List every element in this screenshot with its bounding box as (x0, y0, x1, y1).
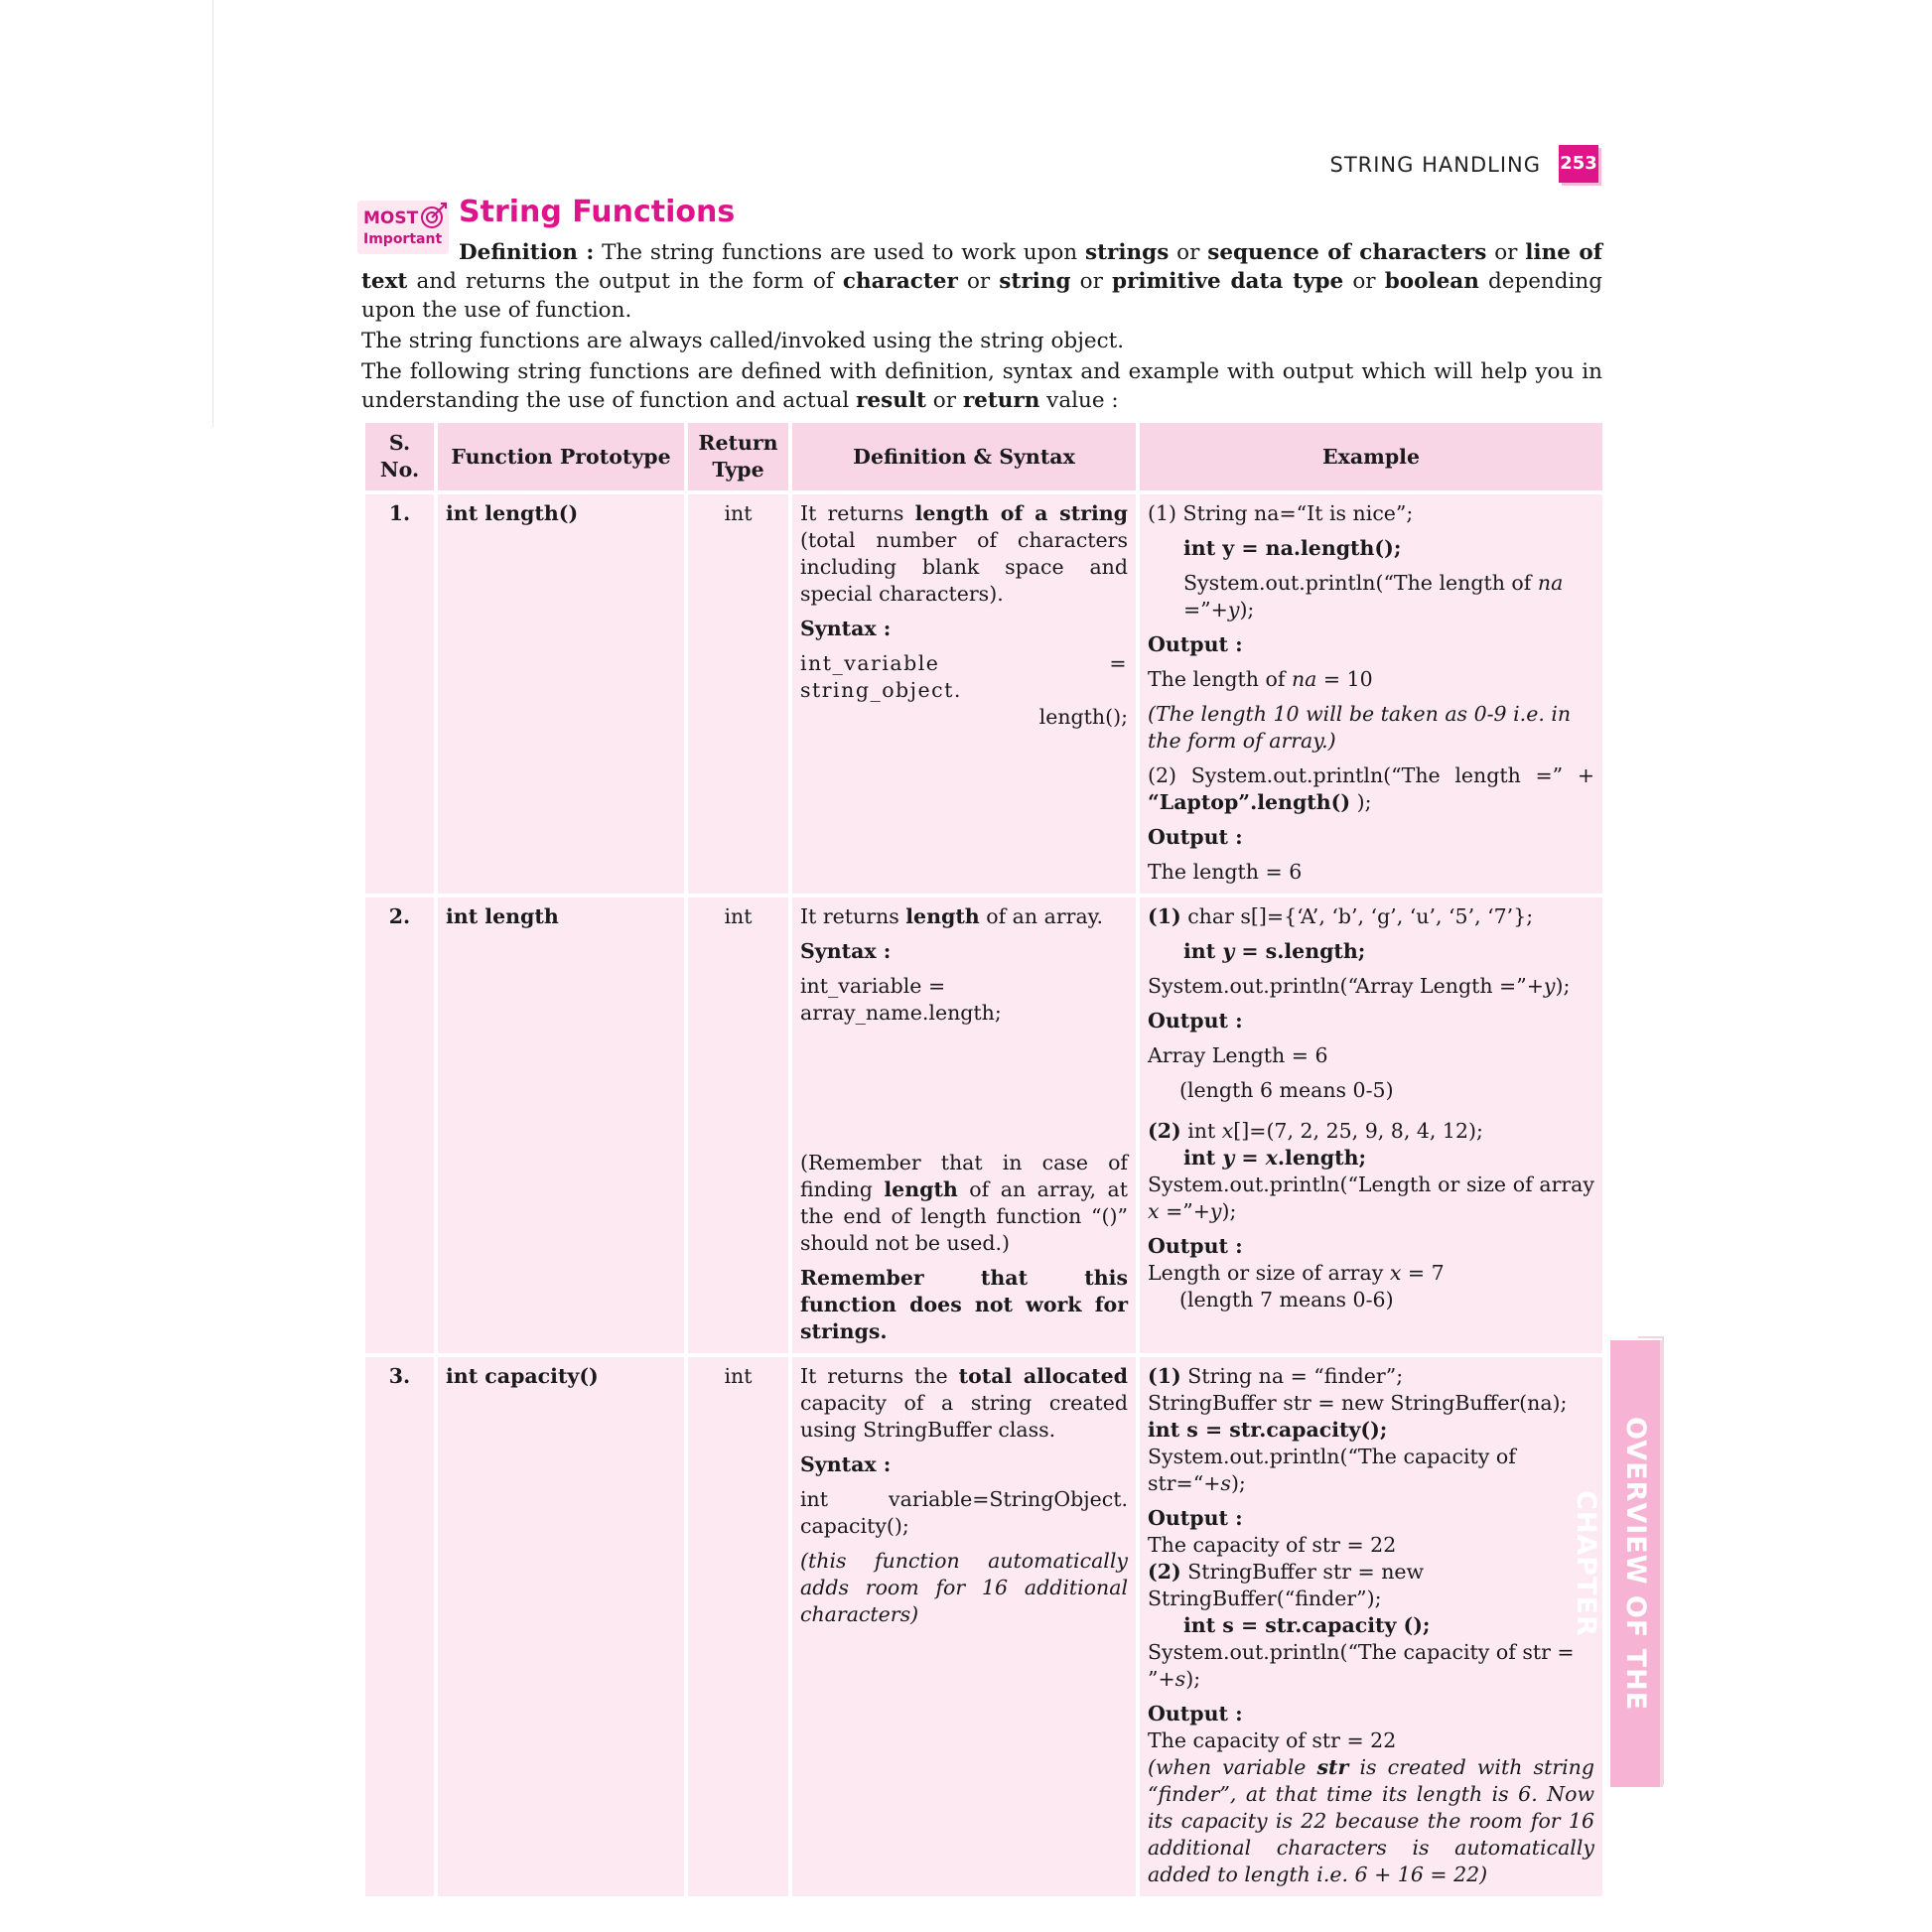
example-line (1148, 973, 1594, 1000)
example-line: (1) String na=“It is nice”; (1148, 501, 1414, 525)
cell-definition (790, 896, 1138, 1355)
text-run: x (1148, 1199, 1160, 1223)
example-line (1148, 1559, 1594, 1612)
text-run: = (1234, 1146, 1266, 1170)
syntax-line-2: length(); (1038, 705, 1128, 729)
example-line (1148, 1145, 1594, 1172)
text-run: int (1183, 939, 1223, 963)
text-run: =”+ (1159, 1199, 1210, 1223)
table-row (363, 492, 1604, 896)
definition-paragraph (361, 238, 1602, 325)
example-line (1148, 903, 1594, 930)
note-line: (The length 10 will be taken as 0-9 i.e. in the form of array.) (1148, 702, 1572, 753)
text-run: x (1265, 1146, 1278, 1170)
text-run: s (1220, 1471, 1231, 1495)
text-run: The following string functions are defined with definition, syntax and example with output which will help you in understanding the use of function and actual (361, 359, 1602, 413)
text-run: s (1174, 1667, 1186, 1691)
cell-example (1138, 896, 1604, 1355)
text-run: (2) (1148, 1119, 1181, 1143)
text-run: The length of (1148, 667, 1292, 691)
output-label: Output : (1148, 1234, 1243, 1258)
text-run: (2) System.out.println(“The length =” + (1148, 763, 1594, 787)
cell-function-prototype: int length (436, 896, 686, 1355)
text-run: boolean (1384, 269, 1479, 294)
text-run: It returns (800, 904, 906, 928)
text-run: = s.length; (1234, 939, 1366, 963)
text-run: character (842, 269, 958, 294)
text-run: = 10 (1316, 667, 1373, 691)
example-line (1148, 570, 1594, 623)
text-run: result (856, 388, 926, 413)
definition-label: Definition : (459, 240, 595, 265)
output-line: The length = 6 (1148, 860, 1303, 884)
text-run: Length or size of array (1148, 1261, 1390, 1285)
text-run: or (925, 388, 963, 413)
text-run: return (962, 388, 1040, 413)
example-line (1148, 1172, 1594, 1225)
text-run: na (1537, 571, 1564, 595)
header-return-type (686, 421, 790, 492)
text-run: na (1291, 667, 1317, 691)
running-head (1271, 145, 1598, 185)
cell-function-prototype: int capacity() (436, 1355, 686, 1898)
text-run: or (957, 269, 1000, 294)
text-run: x (1389, 1261, 1402, 1285)
example-line (1148, 1363, 1594, 1390)
text-run: String na = “finder”; (1180, 1364, 1404, 1388)
definition-text (800, 1363, 1128, 1444)
text-run: System.out.println(“The capacity of str = ”+ (1148, 1640, 1575, 1691)
text-run: and returns the output in the form of (407, 269, 843, 294)
table-header-row (363, 421, 1604, 492)
note-line: (this function automatically adds room for 16 additional characters) (800, 1549, 1128, 1626)
output-label: Output : (1148, 632, 1243, 656)
text-run: length (884, 1177, 958, 1201)
section-title: String Functions (459, 195, 736, 229)
text-run: (Remember that in case of finding (800, 1151, 1128, 1201)
cell-definition (790, 492, 1138, 896)
text-run: int (1180, 1119, 1222, 1143)
intro-text (361, 238, 1602, 415)
text-run: ); (1239, 598, 1255, 621)
text-run: System.out.println(“The capacity of str=“+ (1148, 1445, 1516, 1495)
text-run: is created with string “finder”, at that time its length is 6. Now its capacity is 22 because the room for 16 additional characters is automatically added to length i.e. 6 + 16 = 22) (1148, 1755, 1594, 1886)
cell-return-type: int (686, 492, 790, 896)
example-line (1148, 1444, 1594, 1497)
text-run: length of a string (914, 501, 1129, 525)
cell-sno: 3. (363, 1355, 436, 1898)
example-line: StringBuffer str = new StringBuffer(na); (1148, 1391, 1568, 1415)
text-run: =”+ (1183, 598, 1228, 621)
example-line (1148, 1118, 1594, 1145)
text-run: .length; (1277, 1146, 1367, 1170)
text-run: x (1221, 1119, 1234, 1143)
cell-example (1138, 492, 1604, 896)
example-line (1148, 938, 1594, 965)
string-functions-table (361, 419, 1602, 1900)
text-run: capacity of a string created using StringBuffer class. (800, 1391, 1128, 1442)
output-label: Output : (1148, 1009, 1243, 1033)
text-run: (when variable (1148, 1755, 1317, 1779)
output-line (1148, 666, 1594, 693)
example-line: int s = str.capacity (); (1183, 1613, 1431, 1637)
output-line: Array Length = 6 (1148, 1043, 1328, 1067)
text-run: strings (1085, 240, 1170, 265)
text-run: of an array, at the end of length function “()” should not be used.) (800, 1177, 1128, 1255)
output-note: (length 6 means 0-5) (1179, 1078, 1394, 1102)
side-tab-label: OVERVIEW OF THE CHAPTER (1571, 1416, 1651, 1712)
cell-return-type: int (686, 1355, 790, 1898)
text-run: sequence of characters (1207, 240, 1487, 265)
text-run: (total number of characters including blank space and special characters). (800, 528, 1128, 606)
text-run: or (1343, 269, 1385, 294)
output-label: Output : (1148, 1506, 1243, 1530)
example-line: int s = str.capacity(); (1148, 1418, 1388, 1442)
text-run: or (1070, 269, 1112, 294)
text-run: ); (1555, 974, 1571, 998)
text-run: y (1222, 939, 1235, 963)
text-run: length (905, 904, 980, 928)
header-function-prototype: Function Prototype (436, 421, 686, 492)
cell-return-type: int (686, 896, 790, 1355)
intro-paragraph-3 (361, 357, 1602, 415)
text-run: string (999, 269, 1071, 294)
text-run: ); (1185, 1667, 1201, 1691)
syntax-line: int_variable = array_name.length; (800, 974, 1002, 1025)
output-line (1148, 1260, 1594, 1287)
intro-paragraph-2: The string functions are always called/invoked using the string object. (361, 329, 1125, 353)
example-line (1148, 1639, 1594, 1693)
text-run: It returns (800, 501, 915, 525)
note-line (1148, 1754, 1594, 1888)
header-return-type-line1: Return (698, 431, 778, 455)
text-run: char s[]={‘A’, ‘b’, ‘g’, ‘u’, ‘5’, ‘7’}; (1180, 904, 1534, 928)
cell-definition (790, 1355, 1138, 1898)
text-run: total allocated (958, 1364, 1128, 1388)
text-run: or (1486, 240, 1526, 265)
cell-sno: 2. (363, 896, 436, 1355)
example-line (1148, 762, 1594, 816)
remember-note (800, 1150, 1128, 1257)
text-run: depending upon the use of function. (361, 269, 1603, 323)
text-run: It returns the (800, 1364, 959, 1388)
text-run: primitive data type (1111, 269, 1344, 294)
text-run: int (1183, 1146, 1223, 1170)
header-return-type-line2: Type (712, 458, 764, 482)
output-line: The capacity of str = 22 (1148, 1533, 1397, 1557)
text-run: The string functions are used to work upon (602, 240, 1085, 265)
text-run: line of text (361, 240, 1602, 294)
text-run: System.out.println(“Array Length =”+ (1148, 974, 1544, 998)
text-run: (1) (1148, 1364, 1181, 1388)
table-row (363, 1355, 1604, 1898)
text-run: (1) (1148, 904, 1181, 928)
header-sno: S. No. (363, 421, 436, 492)
text-run: (2) (1148, 1560, 1181, 1584)
text-run: y (1227, 598, 1240, 621)
text-run: y (1209, 1199, 1222, 1223)
remember-note-bold: Remember that this function does not work for strings. (800, 1266, 1128, 1343)
example-line: int y = na.length(); (1183, 536, 1402, 560)
text-run: ); (1230, 1471, 1246, 1495)
syntax-label: Syntax : (800, 939, 892, 963)
syntax-label: Syntax : (800, 617, 892, 640)
text-run: []=(7, 2, 25, 9, 8, 4, 12); (1233, 1119, 1483, 1143)
output-note: (length 7 means 0-6) (1179, 1288, 1394, 1311)
text-run: y (1543, 974, 1556, 998)
target-icon (419, 201, 449, 230)
definition-text (800, 903, 1128, 930)
output-label: Output : (1148, 1702, 1243, 1725)
output-line: The capacity of str = 22 (1148, 1728, 1397, 1752)
page-margin-line (212, 0, 213, 427)
text-run: str (1316, 1755, 1349, 1779)
text-run: StringBuffer str = new StringBuffer(“finder”); (1148, 1560, 1425, 1610)
text-run: = 7 (1401, 1261, 1445, 1285)
text-run: value : (1039, 388, 1119, 413)
text-run: System.out.println(“The length of (1183, 571, 1538, 595)
text-run: ); (1350, 790, 1372, 814)
cell-sno: 1. (363, 492, 436, 896)
text-run: ); (1221, 1199, 1237, 1223)
text-run: of an array. (979, 904, 1104, 928)
syntax-line-1: int_variable = string_object. (800, 651, 1128, 702)
syntax-label: Syntax : (800, 1452, 892, 1476)
badge-most-text: MOST (363, 208, 419, 228)
cell-example (1138, 1355, 1604, 1898)
syntax-line: int variable=StringObject. capacity(); (800, 1487, 1128, 1538)
text-run: y (1222, 1146, 1235, 1170)
badge-important-text: Important (363, 231, 443, 247)
text-run: or (1169, 240, 1208, 265)
definition-text (800, 500, 1128, 608)
table-row (363, 896, 1604, 1355)
output-label: Output : (1148, 825, 1243, 849)
text-run: System.out.println(“Length or size of array (1148, 1173, 1594, 1196)
cell-function-prototype: int length() (436, 492, 686, 896)
header-example: Example (1138, 421, 1604, 492)
text-run: “Laptop”.length() (1148, 790, 1351, 814)
page-number: 253 (1559, 145, 1598, 183)
running-title: STRING HANDLING (1329, 153, 1541, 177)
header-definition-syntax: Definition & Syntax (790, 421, 1138, 492)
